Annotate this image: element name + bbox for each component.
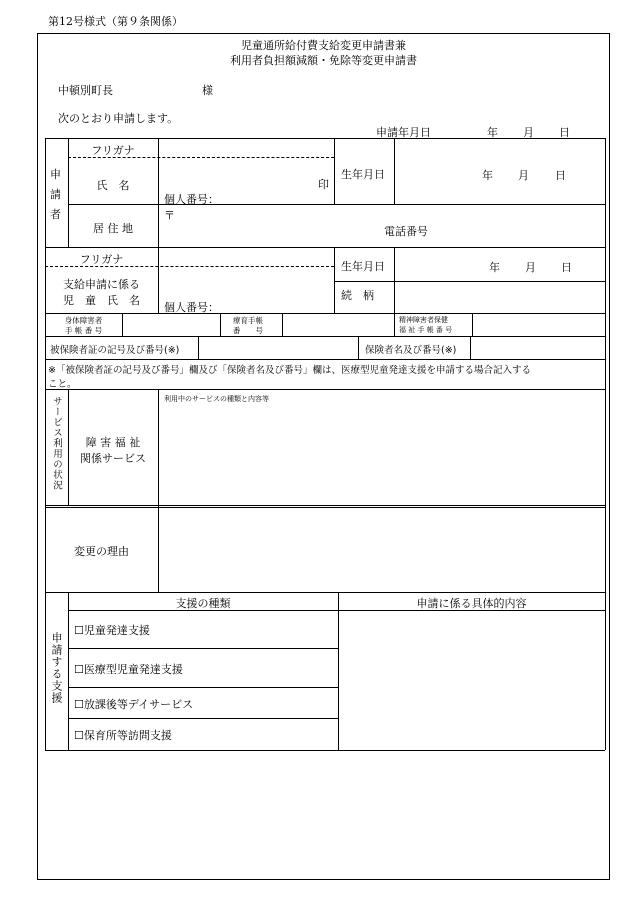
grid-line	[45, 389, 605, 390]
form-title-line2: 利用者負担額減額・免除等変更申請書	[230, 54, 417, 67]
physical-handbook-label-2: 手 帳 番 号	[64, 326, 103, 335]
grid-line	[68, 687, 338, 688]
child-name-label-1: 支給申請に係る	[63, 278, 140, 291]
mental-handbook-label-1: 精神障害者保健	[399, 316, 448, 324]
grid-line	[45, 138, 605, 139]
form-title-line1: 児童通所給付費支給変更申請書兼	[241, 39, 406, 52]
grid-line	[68, 648, 338, 649]
grid-line	[605, 138, 606, 750]
application-date-year: 年	[487, 126, 498, 139]
intro-text: 次のとおり申請します。	[58, 112, 179, 125]
grid-line	[472, 313, 473, 336]
grid-line	[394, 313, 395, 336]
grid-line	[334, 138, 335, 204]
grid-line	[45, 750, 605, 751]
support-item-checkbox[interactable]: ☐医療型児童発達支援	[74, 663, 183, 676]
child-birth-label: 生年月日	[341, 260, 385, 273]
applicant-section-label: 申請者	[50, 168, 61, 221]
application-date-day: 日	[559, 126, 570, 139]
grid-line	[45, 359, 605, 360]
grid-line	[68, 592, 69, 750]
insurance-note-line1: ※「被保険者証の記号及び番号」欄及び「保険者名及び番号」欄は、医療型児童発達支援を申請する場合記入する	[48, 365, 531, 376]
application-date-label: 申請年月日	[376, 126, 431, 139]
grid-line	[470, 336, 471, 359]
support-section-label: 申請する支援	[50, 632, 63, 704]
support-item-checkbox[interactable]: ☐放課後等デイサービス	[74, 698, 194, 711]
grid-line	[358, 336, 359, 359]
grid-line	[45, 313, 605, 314]
application-date-month: 月	[523, 126, 534, 139]
grid-line	[338, 592, 339, 750]
applicant-individual-number-label: 個人番号：	[164, 193, 219, 206]
grid-line	[334, 247, 335, 313]
grid-line	[122, 313, 123, 336]
child-birth-day: 日	[561, 261, 572, 274]
grid-line	[220, 313, 221, 336]
grid-line	[45, 389, 46, 750]
grid-line	[394, 247, 395, 313]
applicant-name-label: 氏 名	[96, 179, 130, 192]
applicant-seal: 印	[318, 178, 329, 191]
child-relation-label: 続 柄	[341, 289, 374, 302]
grid-line	[45, 505, 605, 506]
addressee-honorific: 様	[202, 84, 213, 97]
applicant-birth-label: 生年月日	[341, 168, 385, 181]
applicant-birth-year: 年	[482, 169, 493, 182]
change-reason-label: 変更の理由	[74, 545, 129, 558]
grid-line	[334, 281, 605, 282]
child-furigana-label: フリガナ	[79, 253, 124, 266]
service-status-section-label: サービス利用の状況	[51, 396, 62, 491]
child-name-label-2: 児 童 氏 名	[63, 294, 140, 307]
applicant-phone-label: 電話番号	[384, 225, 428, 238]
child-individual-number-label: 個人番号：	[164, 301, 219, 314]
support-type-header: 支援の種類	[175, 597, 231, 610]
grid-line	[45, 247, 605, 248]
rehab-handbook-label-1: 療育手帳	[233, 316, 263, 325]
rehab-handbook-label-2: 番 号	[233, 326, 263, 335]
applicant-postal-mark: 〒	[164, 209, 175, 222]
grid-line	[45, 336, 605, 337]
applicant-birth-day: 日	[555, 169, 566, 182]
grid-line	[394, 138, 395, 204]
grid-line	[198, 336, 199, 359]
grid-line	[68, 718, 338, 719]
insurer-label: 保険者名及び番号(※)	[365, 345, 457, 356]
support-item-checkbox[interactable]: ☐児童発達支援	[74, 624, 150, 637]
form-number: 第12号様式（第９条関係）	[48, 15, 183, 28]
grid-line	[158, 389, 159, 592]
grid-line	[282, 313, 283, 336]
grid-line	[45, 592, 605, 593]
insurance-note-line2: こと。	[48, 379, 77, 390]
mental-handbook-label-2: 福 祉 手 帳 番 号	[399, 326, 453, 334]
applicant-furigana-label: フリガナ	[91, 144, 135, 157]
support-content-header: 申請に係る具体的内容	[416, 597, 527, 610]
applicant-birth-month: 月	[518, 169, 529, 182]
service-label-1: 障 害 福 祉	[85, 436, 141, 449]
addressee-name: 中頓別町長	[58, 84, 113, 97]
physical-handbook-label-1: 身体障害者	[64, 316, 103, 325]
insured-card-label: 被保険者証の記号及び番号(※)	[50, 345, 180, 356]
child-birth-month: 月	[525, 261, 536, 274]
service-label-2: 関係サービス	[80, 452, 146, 465]
child-birth-year: 年	[489, 261, 500, 274]
grid-line	[158, 138, 159, 313]
grid-line	[45, 507, 605, 508]
service-hint: 利用中のサービスの種類と内容等	[164, 395, 269, 403]
support-item-checkbox[interactable]: ☐保育所等訪問支援	[74, 729, 172, 742]
grid-line	[68, 204, 605, 205]
applicant-address-label: 居 住 地	[93, 222, 133, 235]
